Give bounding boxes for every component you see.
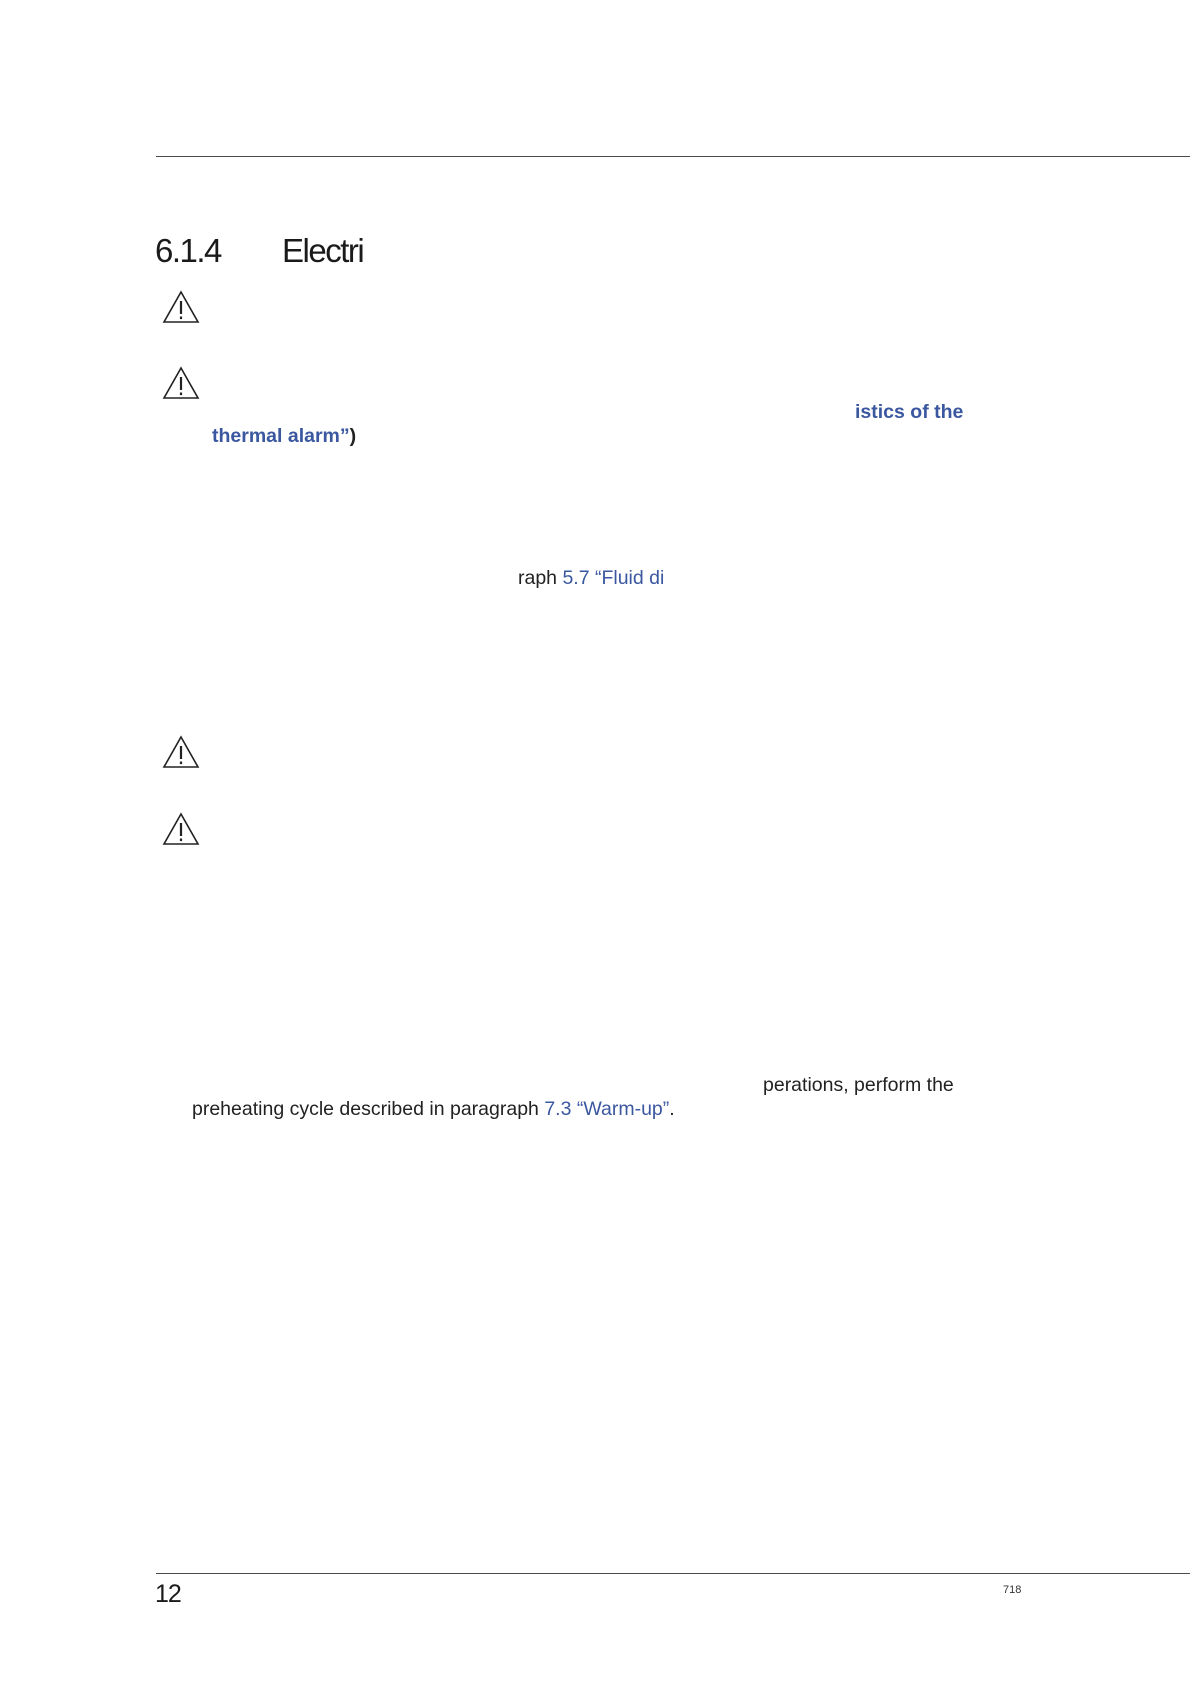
warning-icon: [162, 290, 200, 324]
thermal-alarm-link-part2[interactable]: thermal alarm”: [212, 425, 350, 447]
fluid-reference-prefix: raph: [518, 567, 563, 589]
section-number: 6.1.4: [155, 232, 221, 269]
warning-icon: [162, 366, 200, 400]
page-number: 12: [155, 1580, 181, 1608]
fluid-reference-line: [518, 566, 664, 590]
warning-icon: [162, 812, 200, 846]
closing-parenthesis: ): [349, 425, 357, 447]
fluid-reference-link[interactable]: 5.7 “Fluid di: [562, 567, 665, 589]
document-code: 718: [1003, 1584, 1022, 1596]
warning-icon: [162, 735, 200, 769]
section-title: Electri: [282, 232, 364, 269]
thermal-alarm-line: [212, 424, 356, 448]
warmup-suffix: .: [669, 1098, 675, 1120]
warmup-prefix: preheating cycle described in paragraph: [192, 1098, 545, 1120]
section-heading: [155, 232, 363, 270]
warmup-line-1: perations, perform the: [763, 1074, 954, 1096]
warmup-link[interactable]: 7.3 “Warm-up”: [544, 1098, 670, 1120]
footer-rule: [156, 1573, 1190, 1574]
header-rule: [156, 156, 1190, 157]
thermal-alarm-link-part1[interactable]: istics of the: [855, 401, 964, 423]
warmup-line-2: [192, 1097, 675, 1121]
